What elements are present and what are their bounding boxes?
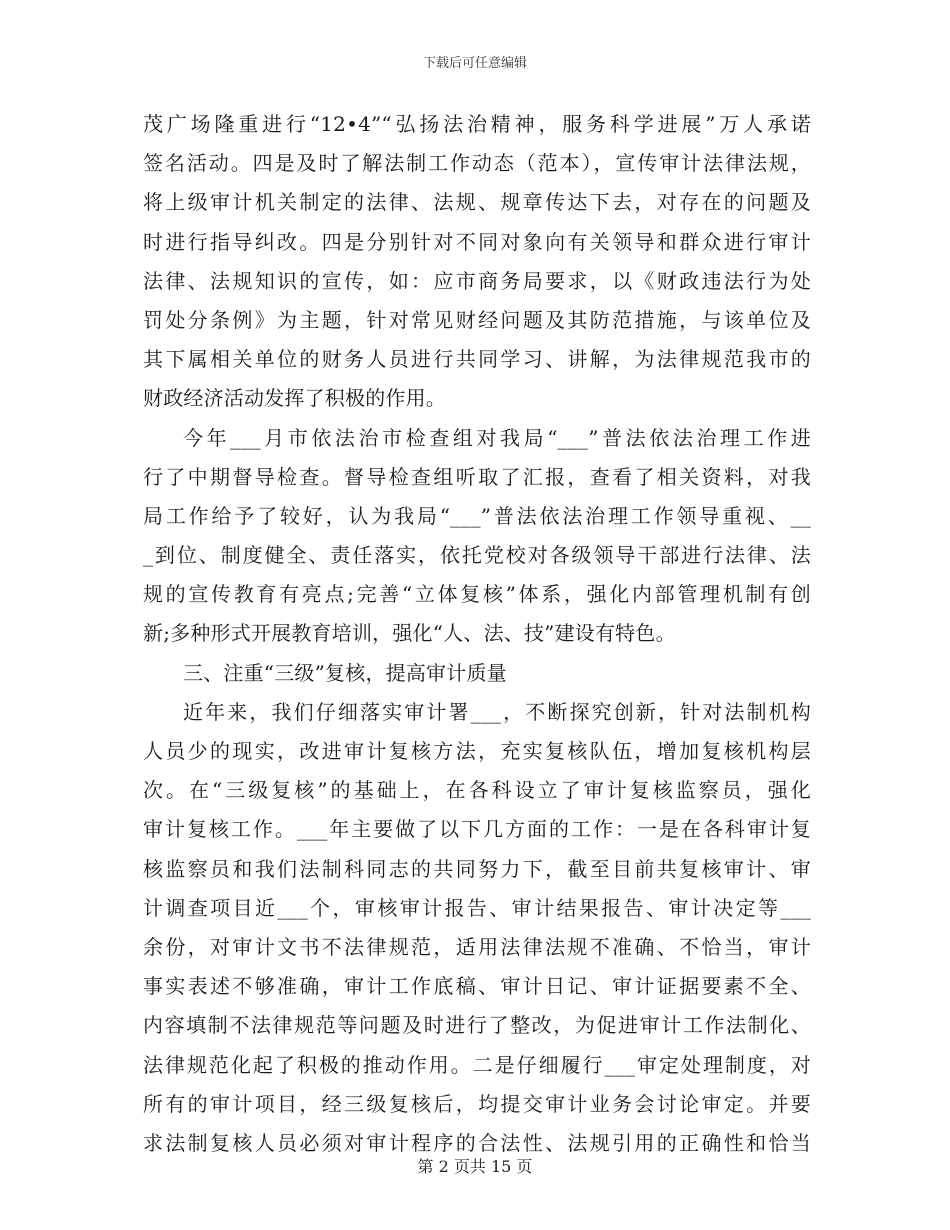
- paragraph-line: 余份，对审计文书不法律规范，适用法律法规不准确、不恰当，审计: [143, 934, 811, 959]
- paragraph-line: 近年来，我们仔细落实审计署___，不断探究创新，针对法制机构: [183, 699, 811, 724]
- paragraph-line: 求法制复核人员必须对审计程序的合法性、法规引用的正确性和恰当: [143, 1130, 811, 1155]
- paragraph-line: 时进行指导纠改。四是分别针对不同对象向有关领导和群众进行审计: [143, 229, 811, 254]
- paragraph-line: _到位、制度健全、责任落实，依托党校对各级领导干部进行法律、法: [143, 543, 811, 568]
- paragraph-line: 所有的审计项目，经三级复核后，均提交审计业务会讨论审定。并要: [143, 1091, 811, 1116]
- paragraph-line: 将上级审计机关制定的法律、法规、规章传达下去，对存在的问题及: [143, 190, 811, 215]
- paragraph-line: 局工作给予了较好，认为我局“___”普法依法治理工作领导重视、__: [143, 503, 811, 528]
- document-body: [143, 105, 811, 1163]
- paragraph-line: 次。在“三级复核”的基础上，在各科设立了审计复核监察员，强化: [143, 778, 811, 803]
- paragraph-line: 审计复核工作。___年主要做了以下几方面的工作：一是在各科审计复: [143, 817, 811, 842]
- paragraph-line: 罚处分条例》为主题，针对常见财经问题及其防范措施，与该单位及: [143, 307, 811, 332]
- paragraph-line: 其下属相关单位的财务人员进行共同学习、讲解，为法律规范我市的: [143, 347, 811, 372]
- paragraph-line: 规的宣传教育有亮点;完善“立体复核”体系，强化内部管理机制有创: [143, 582, 811, 607]
- section-heading: 三、注重“三级”复核，提高审计质量: [183, 660, 507, 685]
- paragraph-line: 新;多种形式开展教育培训，强化“人、法、技”建设有特色。: [143, 621, 676, 646]
- paragraph-line: 法律、法规知识的宣传，如：应市商务局要求，以《财政违法行为处: [143, 268, 811, 293]
- paragraph-line: 内容填制不法律规范等问题及时进行了整改，为促进审计工作法制化、: [143, 1013, 811, 1038]
- paragraph-line: 核监察员和我们法制科同志的共同努力下，截至目前共复核审计、审: [143, 856, 811, 881]
- paragraph-line: 行了中期督导检查。督导检查组听取了汇报，查看了相关资料，对我: [143, 464, 811, 489]
- page-header: 下载后可任意编辑: [422, 56, 527, 71]
- paragraph-line: 法律规范化起了积极的推动作用。二是仔细履行___审定处理制度，对: [143, 1052, 811, 1077]
- paragraph-line: 茂广场隆重进行“12•4”“弘扬法治精神，服务科学进展”万人承诺: [143, 112, 811, 136]
- paragraph-line: 计调查项目近___个，审核审计报告、审计结果报告、审计决定等___: [143, 895, 811, 920]
- page-number: 第 2 页共 15 页: [417, 1157, 533, 1176]
- paragraph-line: 签名活动。四是及时了解法制工作动态（范本），宣传审计法律法规，: [143, 151, 811, 176]
- paragraph-line: 今年___月市依法治市检查组对我局“___”普法依法治理工作进: [183, 425, 811, 450]
- paragraph-line: 人员少的现实，改进审计复核方法，充实复核队伍，增加复核机构层: [143, 739, 811, 763]
- paragraph-line: 财政经济活动发挥了积极的作用。: [143, 386, 446, 411]
- paragraph-line: 事实表述不够准确，审计工作底稿、审计日记、审计证据要素不全、: [143, 974, 811, 999]
